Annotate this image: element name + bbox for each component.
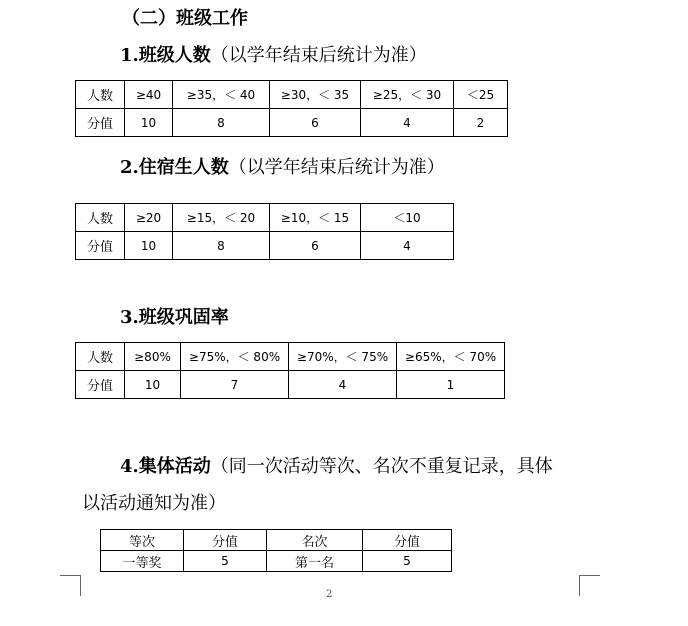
heading-retention (120, 303, 229, 329)
table-cell: 8 (173, 232, 270, 260)
table-cell: 人数 (76, 343, 125, 371)
table-cell: ＜25 (454, 81, 508, 109)
table-cell: 5 (184, 551, 267, 572)
boarding-table (75, 203, 454, 260)
activities-note-line2: 以活动通知为准） (82, 493, 226, 514)
table-cell: ≥65%，＜ 70% (397, 343, 505, 371)
table-cell: 分值 (76, 232, 125, 260)
heading-note: （以学年结束后统计为准） (228, 157, 445, 178)
page-corner-marker-left (60, 575, 81, 596)
table-row (101, 551, 452, 572)
heading-boarding (120, 153, 445, 179)
table-cell: 名次 (267, 530, 363, 551)
table-cell: 分值 (184, 530, 267, 551)
table-cell: 1 (397, 371, 505, 399)
table-cell: ≥70%，＜ 75% (289, 343, 397, 371)
table-row (76, 204, 454, 232)
heading-title: 住宿生人数 (138, 157, 229, 178)
table-cell: ≥30，＜ 35 (270, 81, 361, 109)
table-cell: 10 (125, 371, 181, 399)
table-cell: ≥35，＜ 40 (173, 81, 270, 109)
table-cell: 人数 (76, 204, 125, 232)
heading-number: 2. (120, 157, 139, 178)
table-row (76, 343, 505, 371)
table-cell: 第一名 (267, 551, 363, 572)
table-cell: 8 (173, 109, 270, 137)
table-cell: 分值 (76, 109, 125, 137)
page-number: 2 (326, 589, 333, 600)
heading-note: （以学年结束后统计为准） (210, 45, 427, 66)
table-cell: ≥15，＜ 20 (173, 204, 270, 232)
retention-table (75, 342, 505, 399)
heading-title: 集体活动 (138, 456, 211, 477)
table-row (76, 371, 505, 399)
activities-table (100, 529, 452, 572)
heading-title: 班级人数 (138, 45, 211, 66)
table-cell: 4 (361, 109, 454, 137)
table-cell: ≥10，＜ 15 (270, 204, 361, 232)
section-title: （二）班级工作 (122, 8, 248, 29)
table-cell: 分值 (363, 530, 452, 551)
class-size-table (75, 80, 508, 137)
heading-title: 班级巩固率 (138, 307, 229, 328)
table-cell: 一等奖 (101, 551, 184, 572)
table-cell: ≥20 (125, 204, 173, 232)
page-corner-marker-right (579, 575, 600, 596)
table-cell: 6 (270, 232, 361, 260)
table-row (76, 109, 508, 137)
table-cell: 等次 (101, 530, 184, 551)
table-cell: 6 (270, 109, 361, 137)
table-cell: 4 (361, 232, 454, 260)
table-cell: 人数 (76, 81, 125, 109)
heading-activities (120, 452, 553, 478)
table-cell: ≥80% (125, 343, 181, 371)
table-cell: 2 (454, 109, 508, 137)
heading-number: 1. (120, 45, 139, 66)
table-cell: 7 (181, 371, 289, 399)
table-cell: 10 (125, 109, 173, 137)
table-row (76, 81, 508, 109)
table-cell: ＜10 (361, 204, 454, 232)
heading-class-size (120, 41, 427, 67)
table-cell: ≥40 (125, 81, 173, 109)
heading-number: 4. (120, 456, 139, 477)
table-cell: ≥25，＜ 30 (361, 81, 454, 109)
table-row (101, 530, 452, 551)
table-cell: 5 (363, 551, 452, 572)
table-cell: 分值 (76, 371, 125, 399)
table-row (76, 232, 454, 260)
table-cell: 4 (289, 371, 397, 399)
table-cell: 10 (125, 232, 173, 260)
heading-note-line1: （同一次活动等次、名次不重复记录，具体 (210, 456, 553, 477)
table-cell: ≥75%，＜ 80% (181, 343, 289, 371)
heading-number: 3. (120, 307, 139, 328)
